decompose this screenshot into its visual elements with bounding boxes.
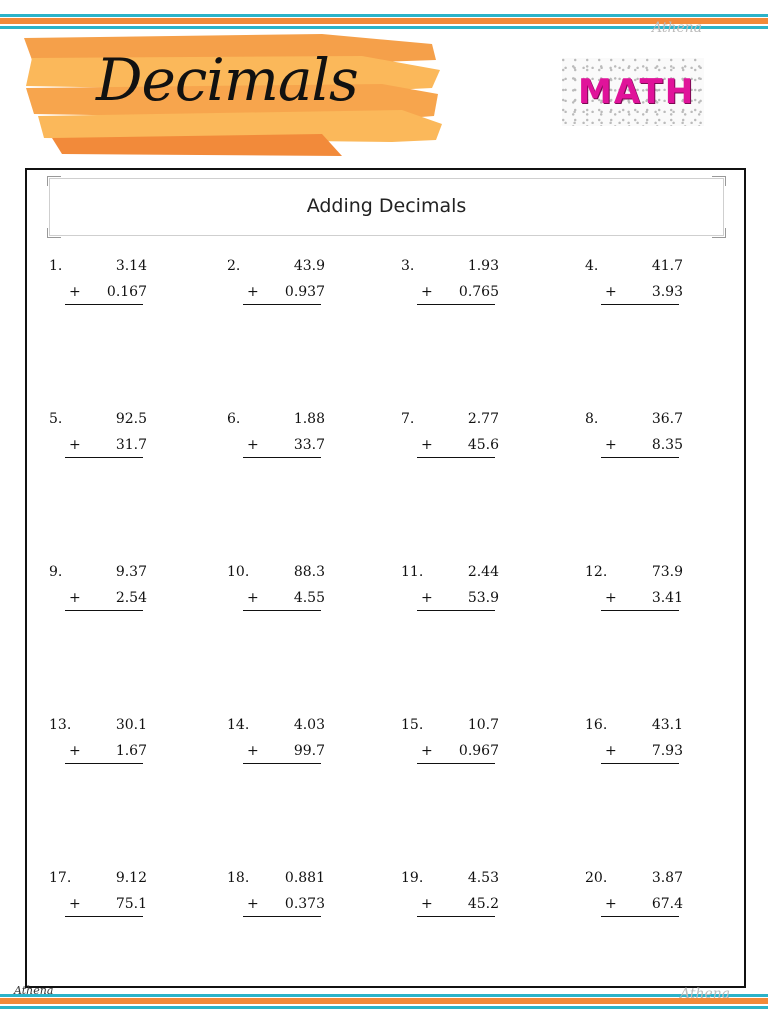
answer-line <box>601 610 679 611</box>
problem-number: 19. <box>401 870 424 886</box>
addition-problem <box>49 258 169 314</box>
answer-line <box>601 304 679 305</box>
plus-sign: + <box>247 437 259 453</box>
problem-bottom-operand: 45.6 <box>467 437 499 453</box>
plus-sign: + <box>69 743 81 759</box>
problem-number: 2. <box>227 258 241 274</box>
math-logo <box>562 58 704 126</box>
problem-number: 14. <box>227 717 250 733</box>
top-stripe-teal <box>0 14 768 17</box>
problem-top-operand: 43.9 <box>293 258 325 274</box>
answer-line <box>601 916 679 917</box>
problem-bottom-operand: 8.35 <box>651 437 683 453</box>
problem-top-operand: 88.3 <box>293 564 325 580</box>
problem-number: 13. <box>49 717 72 733</box>
problem-bottom-operand: 0.967 <box>458 743 499 759</box>
problem-top-operand: 92.5 <box>115 411 147 427</box>
addition-problem <box>49 717 169 773</box>
plus-sign: + <box>247 896 259 912</box>
answer-line <box>65 916 143 917</box>
addition-problem <box>401 717 521 773</box>
addition-problem <box>49 870 169 926</box>
problem-number: 1. <box>49 258 63 274</box>
answer-line <box>65 304 143 305</box>
problem-number: 7. <box>401 411 415 427</box>
addition-problem <box>585 411 705 467</box>
addition-problem <box>227 411 347 467</box>
answer-line <box>243 916 321 917</box>
plus-sign: + <box>69 437 81 453</box>
answer-line <box>417 457 495 458</box>
problem-number: 12. <box>585 564 608 580</box>
problem-top-operand: 2.77 <box>467 411 499 427</box>
bottom-stripe-teal-lower <box>0 1006 768 1009</box>
problem-top-operand: 43.1 <box>651 717 683 733</box>
problem-number: 16. <box>585 717 608 733</box>
problem-grid <box>27 170 744 986</box>
addition-problem <box>401 870 521 926</box>
plus-sign: + <box>69 896 81 912</box>
plus-sign: + <box>69 590 81 606</box>
problem-bottom-operand: 7.93 <box>651 743 683 759</box>
problem-number: 17. <box>49 870 72 886</box>
problem-bottom-operand: 33.7 <box>293 437 325 453</box>
plus-sign: + <box>421 896 433 912</box>
problem-top-operand: 1.88 <box>293 411 325 427</box>
problem-bottom-operand: 0.937 <box>284 284 325 300</box>
problem-bottom-operand: 0.765 <box>458 284 499 300</box>
answer-line <box>243 304 321 305</box>
plus-sign: + <box>247 743 259 759</box>
addition-problem <box>585 717 705 773</box>
problem-bottom-operand: 67.4 <box>651 896 683 912</box>
math-logo-text: MATH <box>578 72 696 112</box>
answer-line <box>417 763 495 764</box>
problem-bottom-operand: 45.2 <box>467 896 499 912</box>
answer-line <box>601 763 679 764</box>
problem-top-operand: 3.14 <box>115 258 147 274</box>
answer-line <box>65 457 143 458</box>
plus-sign: + <box>605 437 617 453</box>
problem-top-operand: 73.9 <box>651 564 683 580</box>
problem-number: 6. <box>227 411 241 427</box>
worksheet-title: Adding Decimals <box>306 195 467 217</box>
problem-top-operand: 30.1 <box>115 717 147 733</box>
plus-sign: + <box>421 590 433 606</box>
plus-sign: + <box>247 590 259 606</box>
plus-sign: + <box>605 743 617 759</box>
problem-number: 15. <box>401 717 424 733</box>
answer-line <box>65 763 143 764</box>
problem-bottom-operand: 3.93 <box>651 284 683 300</box>
bottom-stripe-orange <box>0 998 768 1004</box>
addition-problem <box>401 564 521 620</box>
problem-bottom-operand: 0.167 <box>106 284 147 300</box>
addition-problem <box>49 411 169 467</box>
answer-line <box>417 610 495 611</box>
plus-sign: + <box>421 284 433 300</box>
author-signature: Athena <box>14 984 54 997</box>
problem-number: 10. <box>227 564 250 580</box>
addition-problem <box>227 870 347 926</box>
problem-top-operand: 0.881 <box>284 870 325 886</box>
problem-bottom-operand: 75.1 <box>115 896 147 912</box>
problem-bottom-operand: 99.7 <box>293 743 325 759</box>
addition-problem <box>49 564 169 620</box>
problem-top-operand: 2.44 <box>467 564 499 580</box>
problem-top-operand: 36.7 <box>651 411 683 427</box>
plus-sign: + <box>247 284 259 300</box>
problem-top-operand: 1.93 <box>467 258 499 274</box>
addition-problem <box>401 258 521 314</box>
problem-bottom-operand: 0.373 <box>284 896 325 912</box>
problem-top-operand: 4.53 <box>467 870 499 886</box>
page-title: Decimals <box>96 46 358 114</box>
problem-top-operand: 4.03 <box>293 717 325 733</box>
addition-problem <box>585 564 705 620</box>
plus-sign: + <box>605 590 617 606</box>
addition-problem <box>585 870 705 926</box>
addition-problem <box>227 717 347 773</box>
worksheet-frame <box>25 168 746 988</box>
answer-line <box>65 610 143 611</box>
addition-problem <box>227 258 347 314</box>
addition-problem <box>227 564 347 620</box>
problem-top-operand: 3.87 <box>651 870 683 886</box>
problem-top-operand: 10.7 <box>467 717 499 733</box>
answer-line <box>243 610 321 611</box>
problem-number: 20. <box>585 870 608 886</box>
answer-line <box>417 304 495 305</box>
answer-line <box>243 457 321 458</box>
problem-number: 9. <box>49 564 63 580</box>
problem-number: 11. <box>401 564 424 580</box>
plus-sign: + <box>421 743 433 759</box>
answer-line <box>601 457 679 458</box>
problem-top-operand: 41.7 <box>651 258 683 274</box>
answer-line <box>243 763 321 764</box>
plus-sign: + <box>605 896 617 912</box>
plus-sign: + <box>421 437 433 453</box>
problem-number: 18. <box>227 870 250 886</box>
problem-bottom-operand: 53.9 <box>467 590 499 606</box>
bottom-stripe-teal <box>0 994 768 997</box>
signature-watermark-bottom: Athena <box>680 986 731 1002</box>
answer-line <box>417 916 495 917</box>
problem-bottom-operand: 4.55 <box>293 590 325 606</box>
signature-watermark-top: Athena <box>652 20 703 36</box>
addition-problem <box>401 411 521 467</box>
problem-number: 3. <box>401 258 415 274</box>
problem-number: 5. <box>49 411 63 427</box>
plus-sign: + <box>69 284 81 300</box>
problem-top-operand: 9.37 <box>115 564 147 580</box>
plus-sign: + <box>605 284 617 300</box>
problem-number: 8. <box>585 411 599 427</box>
problem-bottom-operand: 2.54 <box>115 590 147 606</box>
problem-number: 4. <box>585 258 599 274</box>
problem-bottom-operand: 3.41 <box>651 590 683 606</box>
problem-bottom-operand: 31.7 <box>115 437 147 453</box>
problem-bottom-operand: 1.67 <box>115 743 147 759</box>
problem-top-operand: 9.12 <box>115 870 147 886</box>
addition-problem <box>585 258 705 314</box>
